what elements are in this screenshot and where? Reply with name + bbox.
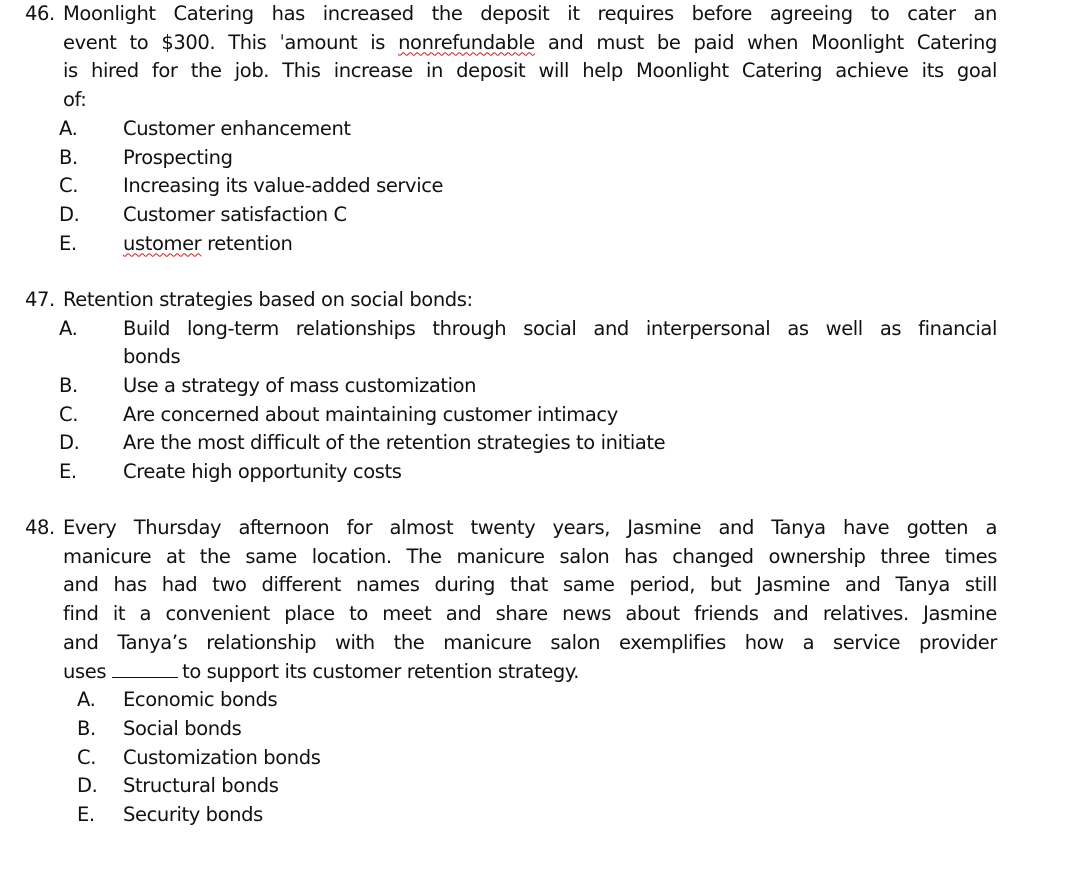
answer-option <box>25 401 997 430</box>
option-text: Increasing its value-added service <box>123 174 444 198</box>
question-line: is hired for the job. This increase in deposit will help Moonlight Catering achieve its goal <box>63 59 997 83</box>
answer-option <box>25 201 997 230</box>
option-letter: D. <box>59 202 80 226</box>
text-segment: and must be paid when Moonlight Catering <box>534 30 997 54</box>
option-line: bonds <box>123 345 181 369</box>
option-letter: D. <box>77 774 98 798</box>
option-text: Structural bonds <box>123 774 279 798</box>
option-letter: C. <box>59 402 79 426</box>
text-segment: event to $300. This ˈamount is <box>63 30 399 54</box>
option-letter: C. <box>77 745 97 769</box>
option-letter: B. <box>59 374 78 398</box>
option-text: Create high opportunity costs <box>123 460 402 484</box>
option-text <box>123 315 997 372</box>
answer-option <box>25 372 997 401</box>
spellcheck-flagged-word[interactable]: ustomer <box>123 231 202 255</box>
answer-option <box>25 144 997 173</box>
question-line: Retention strategies based on social bonds: <box>63 288 473 311</box>
answer-option <box>25 715 997 744</box>
question-number: 48. <box>25 516 55 539</box>
option-text: Security bonds <box>123 802 263 826</box>
option-text: Prospecting <box>123 145 233 169</box>
question-46 <box>25 0 997 258</box>
answer-option <box>25 744 997 773</box>
question-line <box>63 29 997 58</box>
option-text: Customer satisfaction C <box>123 202 347 226</box>
question-line: manicure at the same location. The manicure salon has changed ownership three times <box>63 544 997 568</box>
question-48 <box>25 514 997 830</box>
question-text <box>63 0 997 115</box>
answer-option <box>25 429 997 458</box>
option-text: Social bonds <box>123 716 242 740</box>
option-letter: A. <box>77 688 96 712</box>
option-line: Build long-term relationships through social and interpersonal as well as financial <box>123 316 997 340</box>
question-line: and Tanya’s relationship with the manicure salon exemplifies how a service provider <box>63 630 997 654</box>
answer-option <box>25 115 997 144</box>
option-letter: B. <box>77 716 96 740</box>
question-line: Every Thursday afternoon for almost twenty years, Jasmine and Tanya have gotten a <box>63 516 997 539</box>
answer-option <box>25 801 997 830</box>
answer-option <box>25 230 997 259</box>
option-letter: A. <box>59 116 78 140</box>
option-text: Are concerned about maintaining customer intimacy <box>123 402 618 426</box>
answer-option <box>25 772 997 801</box>
option-text: Economic bonds <box>123 688 278 712</box>
option-letter: C. <box>59 174 79 198</box>
option-letter: A. <box>59 316 78 340</box>
spellcheck-flagged-word[interactable]: nonrefundable <box>398 30 535 54</box>
question-number: 46. <box>25 2 55 25</box>
answer-option <box>25 172 997 201</box>
answer-option <box>25 686 997 715</box>
option-letter: B. <box>59 145 78 169</box>
text-segment: uses <box>63 659 107 683</box>
question-line: Moonlight Catering has increased the deposit it requires before agreeing to cater an <box>63 2 997 25</box>
option-text: Use a strategy of mass customization <box>123 374 477 398</box>
option-letter: E. <box>59 231 77 255</box>
question-number: 47. <box>25 288 55 311</box>
answer-option <box>25 315 997 372</box>
question-line: find it a convenient place to meet and share news about friends and relatives. Jasmine <box>63 602 997 626</box>
option-letter: D. <box>59 431 80 455</box>
question-line <box>63 658 997 687</box>
option-text: Customer enhancement <box>123 116 351 140</box>
option-letter: E. <box>59 460 77 484</box>
question-text <box>63 286 997 315</box>
answer-option <box>25 458 997 487</box>
question-47 <box>25 286 997 487</box>
option-text <box>123 230 292 259</box>
option-text: Are the most difficult of the retention strategies to initiate <box>123 431 666 455</box>
answer-options <box>25 315 997 487</box>
option-text: Customization bonds <box>123 745 321 769</box>
option-letter: E. <box>77 802 95 826</box>
question-text <box>63 514 997 686</box>
question-line: and has had two different names during that same period, but Jasmine and Tanya still <box>63 573 997 597</box>
answer-options <box>25 115 997 258</box>
answer-blank <box>112 661 178 678</box>
text-segment: to support its customer retention strategy. <box>182 659 580 683</box>
answer-options <box>25 686 997 829</box>
text-segment: retention <box>201 231 293 255</box>
question-line: of: <box>63 88 87 112</box>
